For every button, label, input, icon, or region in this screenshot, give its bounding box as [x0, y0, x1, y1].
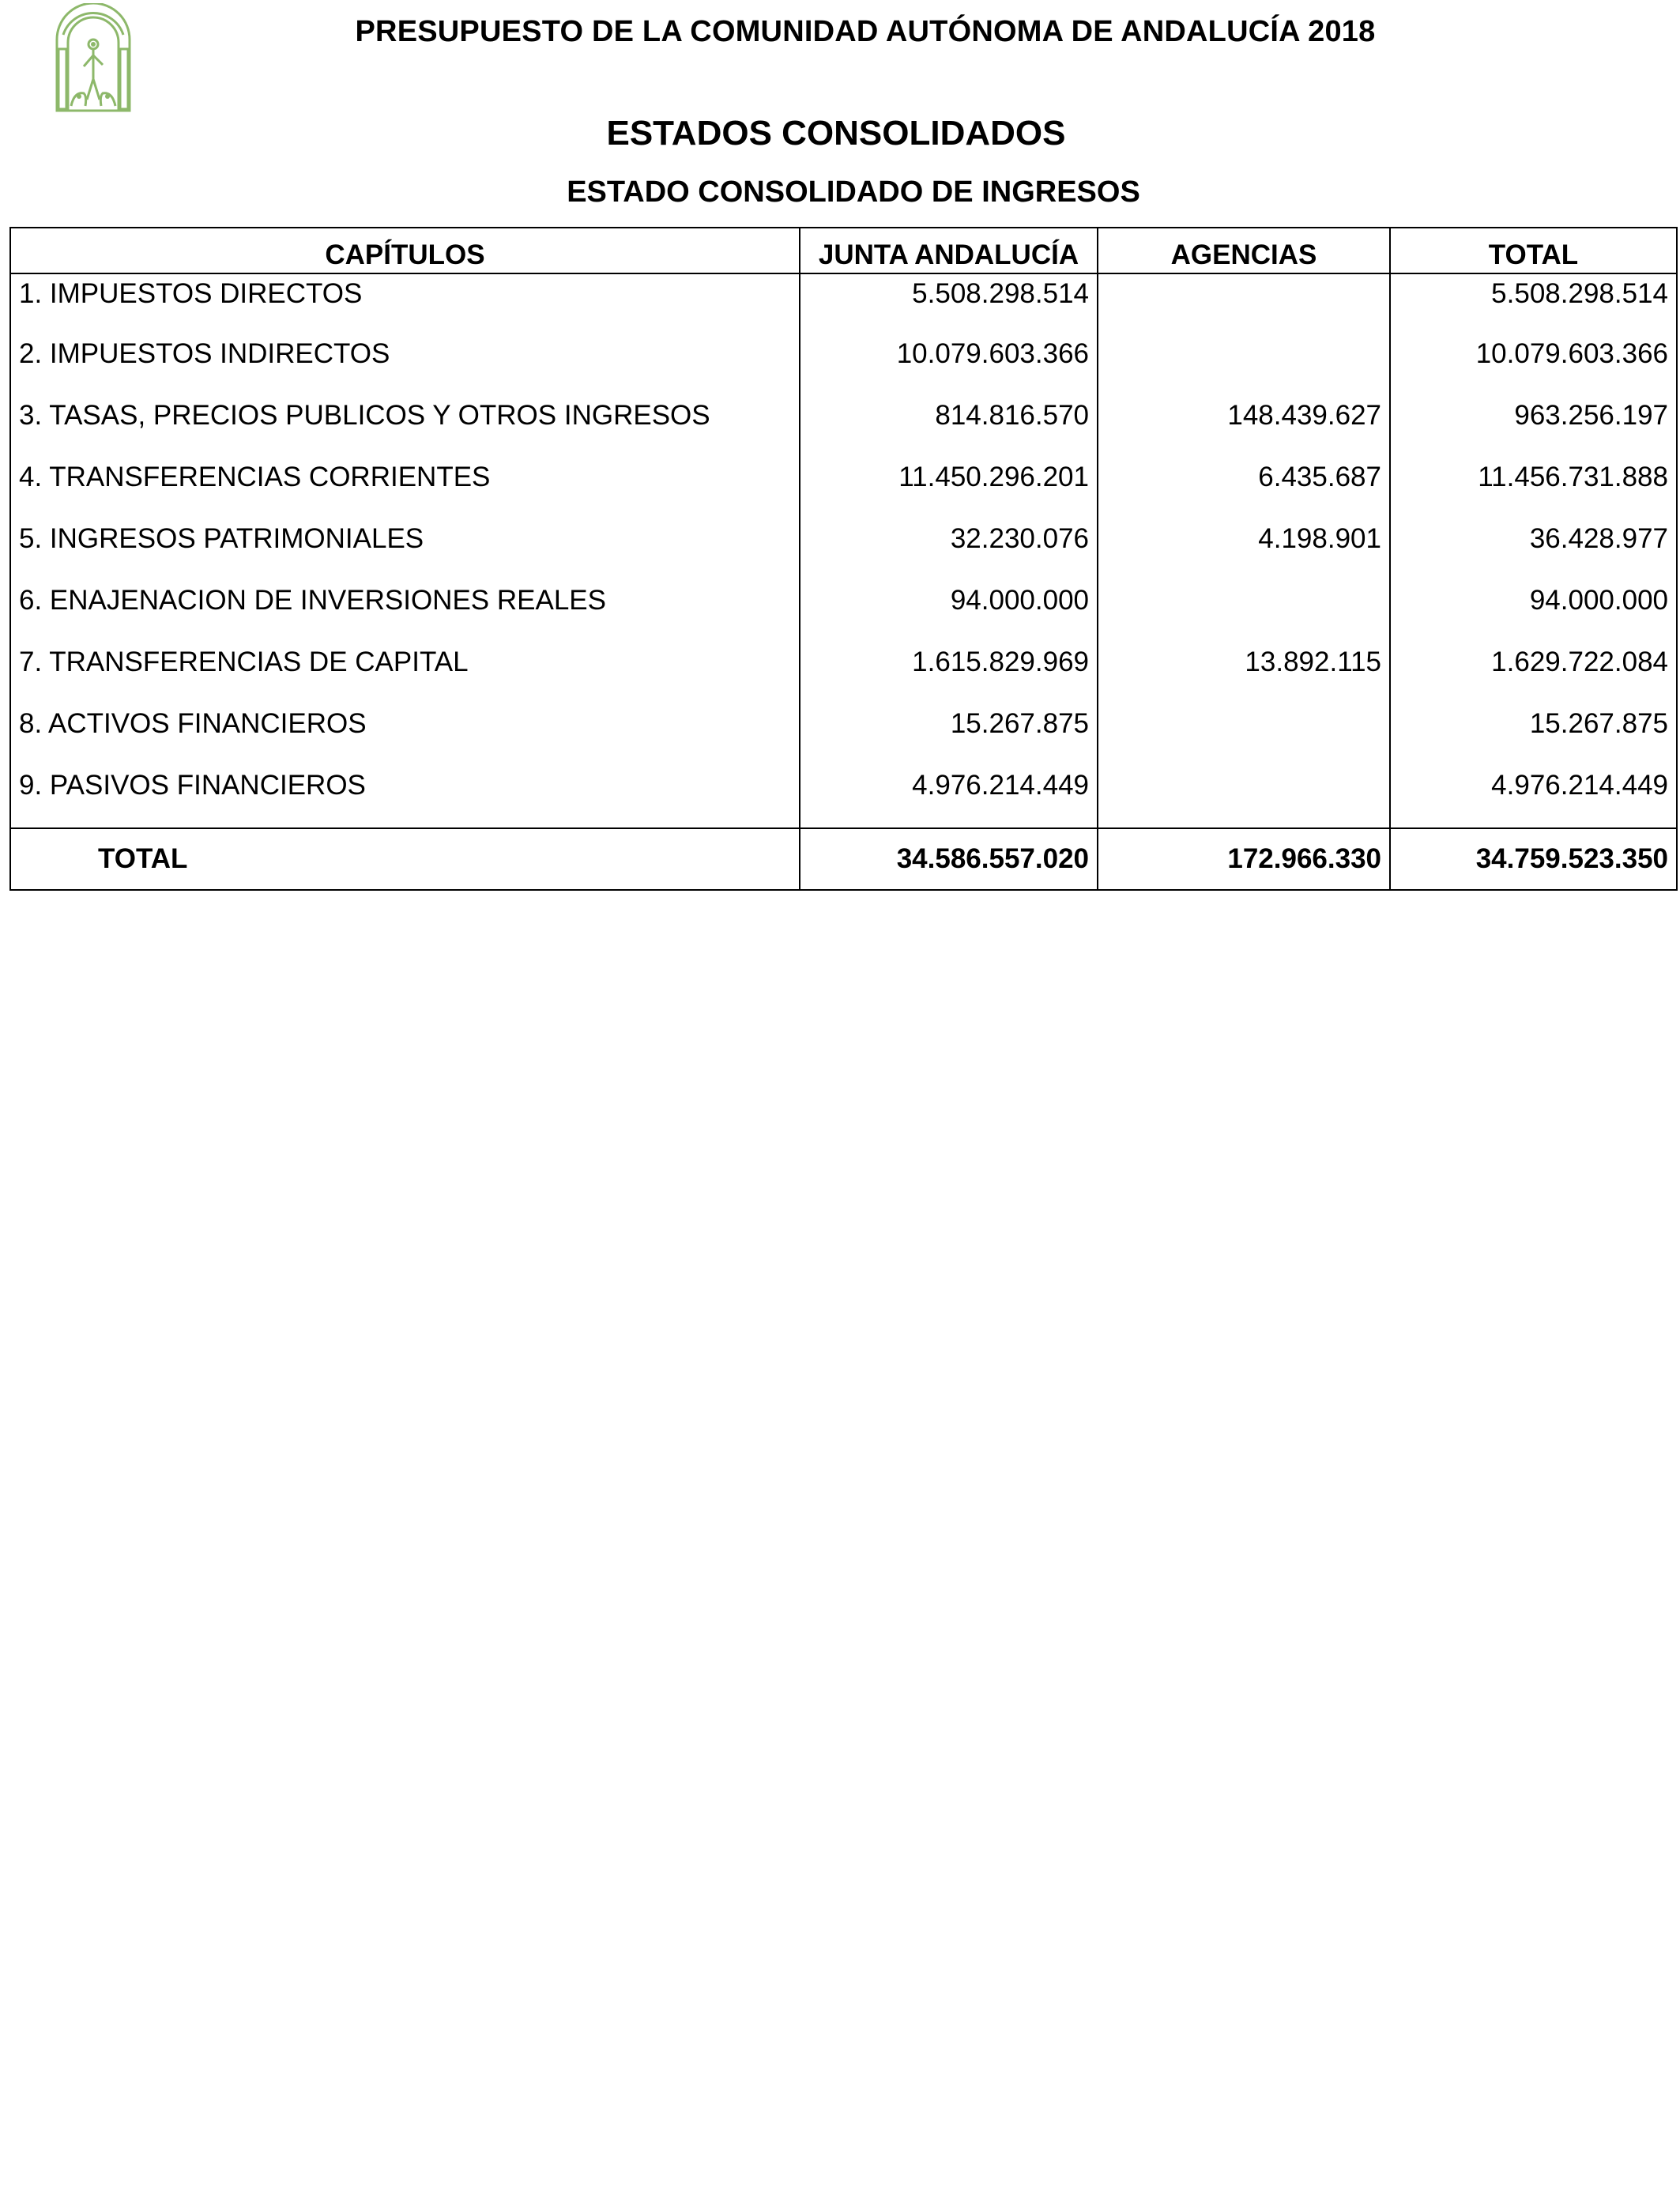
total-junta-value: 34.586.557.020: [800, 828, 1098, 890]
table-row: [10, 766, 1677, 828]
table-row: [10, 273, 1677, 334]
column-header-capitulos: CAPÍTULOS: [10, 228, 800, 273]
row-junta-value: 1.615.829.969: [800, 643, 1098, 704]
row-total-value: 4.976.214.449: [1390, 766, 1677, 828]
row-junta-value: 15.267.875: [800, 704, 1098, 766]
table-total-row: [10, 828, 1677, 890]
row-label: 4. TRANSFERENCIAS CORRIENTES: [10, 458, 800, 519]
row-junta-value: 10.079.603.366: [800, 334, 1098, 396]
row-total-value: 36.428.977: [1390, 519, 1677, 581]
table-row: [10, 581, 1677, 643]
table-row: [10, 396, 1677, 458]
row-agencias-value: [1098, 704, 1390, 766]
row-total-value: 5.508.298.514: [1390, 273, 1677, 334]
row-label: 7. TRANSFERENCIAS DE CAPITAL: [10, 643, 800, 704]
row-agencias-value: 6.435.687: [1098, 458, 1390, 519]
page-subtitle: ESTADO CONSOLIDADO DE INGRESOS: [567, 175, 1140, 209]
row-label: 2. IMPUESTOS INDIRECTOS: [10, 334, 800, 396]
row-junta-value: 32.230.076: [800, 519, 1098, 581]
table-header-row: [10, 228, 1677, 273]
row-label: 3. TASAS, PRECIOS PUBLICOS Y OTROS INGRESOS: [10, 396, 800, 458]
table-row: [10, 458, 1677, 519]
row-label: 6. ENAJENACION DE INVERSIONES REALES: [10, 581, 800, 643]
row-label: 5. INGRESOS PATRIMONIALES: [10, 519, 800, 581]
table-row: [10, 704, 1677, 766]
row-label: 9. PASIVOS FINANCIEROS: [10, 766, 800, 828]
row-total-value: 15.267.875: [1390, 704, 1677, 766]
row-junta-value: 814.816.570: [800, 396, 1098, 458]
row-agencias-value: [1098, 581, 1390, 643]
row-agencias-value: 13.892.115: [1098, 643, 1390, 704]
total-label: TOTAL: [10, 828, 800, 890]
row-junta-value: 94.000.000: [800, 581, 1098, 643]
row-total-value: 94.000.000: [1390, 581, 1677, 643]
income-table: [9, 227, 1678, 891]
row-total-value: 11.456.731.888: [1390, 458, 1677, 519]
document-header-title: PRESUPUESTO DE LA COMUNIDAD AUTÓNOMA DE ANDALUCÍA 2018: [355, 15, 1376, 48]
row-junta-value: 5.508.298.514: [800, 273, 1098, 334]
row-label: 1. IMPUESTOS DIRECTOS: [10, 273, 800, 334]
row-label: 8. ACTIVOS FINANCIEROS: [10, 704, 800, 766]
column-header-total: TOTAL: [1390, 228, 1677, 273]
row-agencias-value: [1098, 766, 1390, 828]
row-agencias-value: [1098, 334, 1390, 396]
row-junta-value: 4.976.214.449: [800, 766, 1098, 828]
row-total-value: 1.629.722.084: [1390, 643, 1677, 704]
row-agencias-value: 148.439.627: [1098, 396, 1390, 458]
total-total-value: 34.759.523.350: [1390, 828, 1677, 890]
column-header-junta: JUNTA ANDALUCÍA: [800, 228, 1098, 273]
table-row: [10, 519, 1677, 581]
page-title: ESTADOS CONSOLIDADOS: [606, 114, 1066, 153]
table-row: [10, 334, 1677, 396]
column-header-agencias: AGENCIAS: [1098, 228, 1390, 273]
total-agencias-value: 172.966.330: [1098, 828, 1390, 890]
row-agencias-value: 4.198.901: [1098, 519, 1390, 581]
row-total-value: 963.256.197: [1390, 396, 1677, 458]
table-row: [10, 643, 1677, 704]
row-total-value: 10.079.603.366: [1390, 334, 1677, 396]
row-junta-value: 11.450.296.201: [800, 458, 1098, 519]
row-agencias-value: [1098, 273, 1390, 334]
